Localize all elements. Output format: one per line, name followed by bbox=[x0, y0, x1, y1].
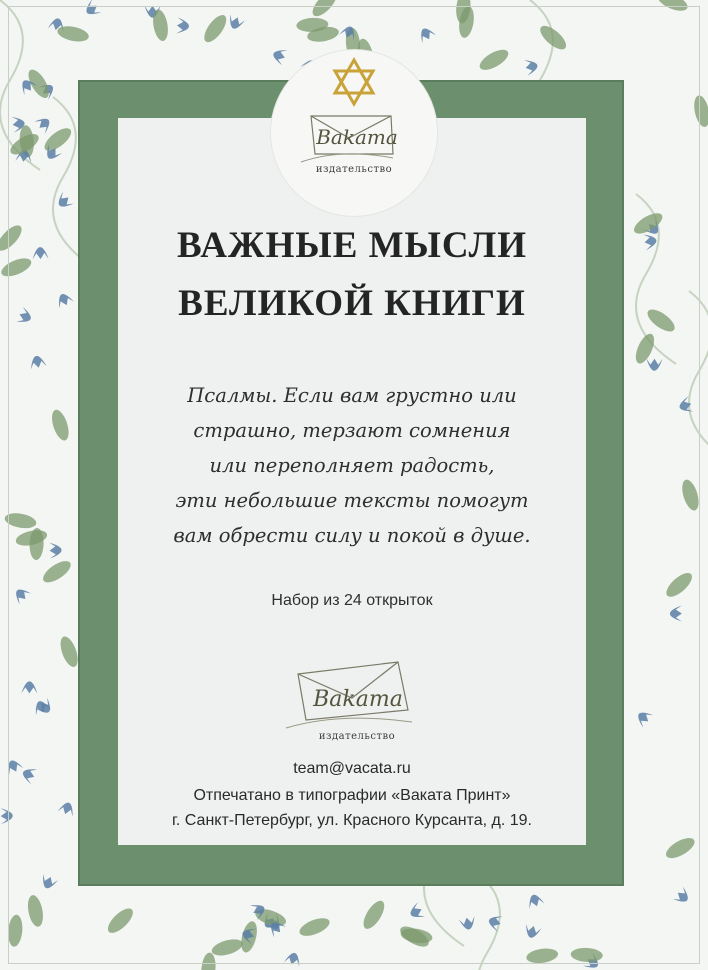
title-line-2: ВЕЛИКОЙ КНИГИ bbox=[178, 283, 526, 324]
contact-email: team@vacata.ru bbox=[293, 760, 411, 777]
description-line-3: или переполняет радость, bbox=[209, 454, 495, 477]
description bbox=[140, 378, 564, 553]
description-line-4: эти небольшие тексты помогут bbox=[175, 489, 529, 512]
description-line-1: Псалмы. Если вам грустно или bbox=[187, 384, 517, 407]
publisher-seal bbox=[271, 50, 437, 216]
star-of-david-icon bbox=[271, 50, 437, 216]
title-line-1: ВАЖНЫЕ МЫСЛИ bbox=[176, 225, 528, 266]
seal-caption: издательство bbox=[315, 164, 393, 175]
address: г. Санкт-Петербург, ул. Красного Курсанта, д. 19. bbox=[172, 812, 532, 829]
logo-text: Bakama bbox=[313, 687, 403, 712]
description-line-5: вам обрести силу и покой в душе. bbox=[173, 524, 531, 547]
logo-caption: издательство bbox=[318, 731, 396, 742]
description-line-2: страшно, терзают сомнения bbox=[193, 419, 511, 442]
seal-logo-text: Bakama bbox=[316, 125, 398, 149]
printing-house: Отпечатано в типографии «Ваката Принт» bbox=[193, 787, 511, 804]
set-info: Набор из 24 открыток bbox=[271, 592, 433, 609]
